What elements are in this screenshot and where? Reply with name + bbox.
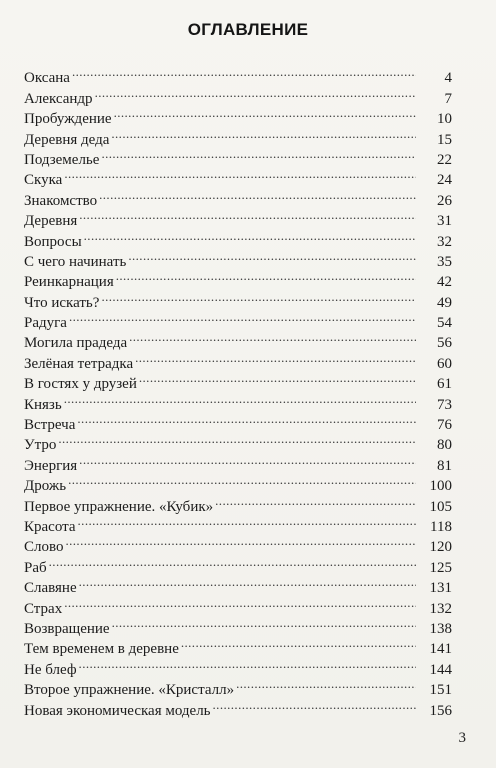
toc-entry-page: 76: [437, 417, 452, 434]
toc-entry-title: Реинкарнация: [24, 274, 114, 291]
toc-leader-dots: [112, 613, 416, 633]
toc-entry-title: Страх: [24, 600, 63, 617]
toc-entry-page: 22: [437, 151, 452, 168]
toc-entry: [24, 307, 452, 332]
toc-entry-title: Александр: [24, 90, 93, 107]
toc-entry-title: Слово: [24, 539, 64, 556]
toc-entry: [24, 490, 452, 515]
toc-entry-title: Дрожь: [24, 478, 67, 495]
page-title: ОГЛАВЛЕНИЕ: [187, 20, 309, 39]
toc-entry-page: 7: [444, 90, 452, 107]
toc-leader-dots: [128, 246, 416, 266]
toc-leader-dots: [95, 82, 416, 102]
toc-leader-dots: [58, 429, 416, 449]
toc-entry-title: В гостях у друзей: [24, 376, 137, 393]
toc-entry: [24, 388, 452, 413]
toc-leader-dots: [64, 164, 416, 184]
toc-entry-title: Деревня деда: [24, 131, 110, 148]
toc-entry-page: 131: [429, 580, 452, 597]
toc-leader-dots: [111, 123, 416, 143]
table-of-contents: [24, 62, 452, 719]
toc-entry-page: 54: [437, 315, 452, 332]
toc-leader-dots: [69, 307, 416, 327]
toc-leader-dots: [78, 511, 416, 531]
toc-entry: [24, 205, 452, 230]
toc-entry-title: Вопросы: [24, 233, 82, 250]
toc-entry-page: 73: [437, 396, 452, 413]
toc-entry-title: Утро: [24, 437, 57, 454]
toc-entry: [24, 62, 452, 87]
toc-entry: [24, 164, 452, 189]
toc-entry-page: 56: [437, 335, 452, 352]
toc-entry-title: Красота: [24, 518, 76, 535]
toc-entry: [24, 327, 452, 352]
toc-entry-page: 10: [437, 111, 452, 128]
toc-entry-page: 151: [429, 682, 452, 699]
toc-leader-dots: [129, 327, 416, 347]
toc-entry-page: 31: [437, 213, 452, 230]
toc-entry: [24, 82, 452, 107]
toc-leader-dots: [79, 449, 416, 469]
toc-entry: [24, 551, 452, 576]
toc-entry: [24, 653, 452, 678]
toc-entry: [24, 674, 452, 699]
toc-leader-dots: [64, 388, 416, 408]
toc-entry-title: Зелёная тетрадка: [24, 355, 134, 372]
toc-leader-dots: [215, 490, 416, 510]
toc-leader-dots: [68, 470, 416, 490]
toc-entry-title: Деревня: [24, 213, 78, 230]
toc-entry-page: 80: [437, 437, 452, 454]
toc-leader-dots: [101, 286, 416, 306]
toc-entry-page: 4: [444, 70, 452, 87]
toc-entry-page: 120: [429, 539, 452, 556]
toc-entry-title: Первое упражнение. «Кубик»: [24, 498, 214, 515]
toc-leader-dots: [79, 205, 416, 225]
toc-entry-title: Знакомство: [24, 192, 98, 209]
toc-entry-title: Славяне: [24, 580, 77, 597]
toc-leader-dots: [49, 551, 416, 571]
toc-entry-page: 125: [429, 559, 452, 576]
toc-entry: [24, 449, 452, 474]
toc-entry-page: 132: [429, 600, 452, 617]
toc-leader-dots: [84, 225, 416, 245]
toc-entry-page: 138: [429, 620, 452, 637]
toc-entry-title: Оксана: [24, 70, 70, 87]
toc-entry-title: Тем временем в деревне: [24, 641, 179, 658]
toc-leader-dots: [79, 653, 416, 673]
toc-entry-page: 118: [430, 518, 452, 535]
toc-entry-title: Могила прадеда: [24, 335, 128, 352]
toc-entry-page: 60: [437, 355, 452, 372]
toc-leader-dots: [99, 184, 416, 204]
toc-leader-dots: [116, 266, 416, 286]
toc-entry-page: 15: [437, 131, 452, 148]
toc-entry-page: 156: [429, 702, 452, 719]
toc-entry: [24, 409, 452, 434]
toc-leader-dots: [213, 694, 416, 714]
toc-entry-page: 144: [429, 661, 452, 678]
toc-entry-title: Возвращение: [24, 620, 110, 637]
toc-entry-title: Встреча: [24, 417, 76, 434]
toc-entry-title: Князь: [24, 396, 62, 413]
toc-entry: [24, 246, 452, 270]
toc-entry-page: 141: [429, 641, 452, 658]
toc-entry-title: Радуга: [24, 315, 67, 332]
toc-entry: [24, 429, 452, 454]
toc-entry-page: 61: [437, 376, 452, 393]
toc-leader-dots: [65, 531, 416, 551]
toc-entry-title: Новая экономическая модель: [24, 702, 211, 719]
toc-entry-page: 105: [429, 498, 452, 515]
toc-leader-dots: [236, 674, 416, 694]
toc-leader-dots: [101, 144, 416, 164]
toc-entry: [24, 184, 452, 209]
toc-leader-dots: [114, 103, 416, 123]
toc-entry: [24, 572, 452, 597]
toc-entry-title: Не блеф: [24, 661, 77, 678]
page-number: 3: [458, 730, 466, 746]
toc-leader-dots: [72, 62, 416, 82]
toc-entry-title: Раб: [24, 559, 47, 576]
toc-entry-page: 35: [437, 253, 452, 270]
toc-entry-title: С чего начинать: [24, 253, 127, 270]
toc-leader-dots: [64, 592, 416, 612]
toc-entry-title: Пробуждение: [24, 111, 112, 128]
toc-leader-dots: [181, 633, 416, 653]
toc-entry-title: Второе упражнение. «Кристалл»: [24, 682, 235, 699]
toc-entry-title: Энергия: [24, 457, 78, 474]
toc-entry-page: 81: [437, 457, 452, 474]
toc-entry-title: Подземелье: [24, 151, 100, 168]
toc-entry-page: 100: [429, 478, 452, 495]
toc-leader-dots: [139, 368, 416, 388]
toc-entry-title: Что искать?: [24, 294, 100, 311]
toc-entry-page: 26: [437, 192, 452, 209]
toc-entry-page: 32: [437, 233, 452, 250]
toc-leader-dots: [135, 347, 416, 367]
toc-entry: [24, 531, 452, 556]
toc-entry: [24, 511, 452, 535]
toc-entry: [24, 613, 452, 637]
toc-entry-page: 42: [437, 274, 452, 291]
toc-leader-dots: [79, 572, 416, 592]
toc-entry: [24, 225, 452, 250]
toc-entry-title: Скука: [24, 172, 63, 189]
toc-entry: [24, 470, 452, 495]
toc-entry: [24, 592, 452, 617]
toc-leader-dots: [77, 409, 416, 429]
toc-entry-page: 49: [437, 294, 452, 311]
toc-entry-page: 24: [437, 172, 452, 189]
